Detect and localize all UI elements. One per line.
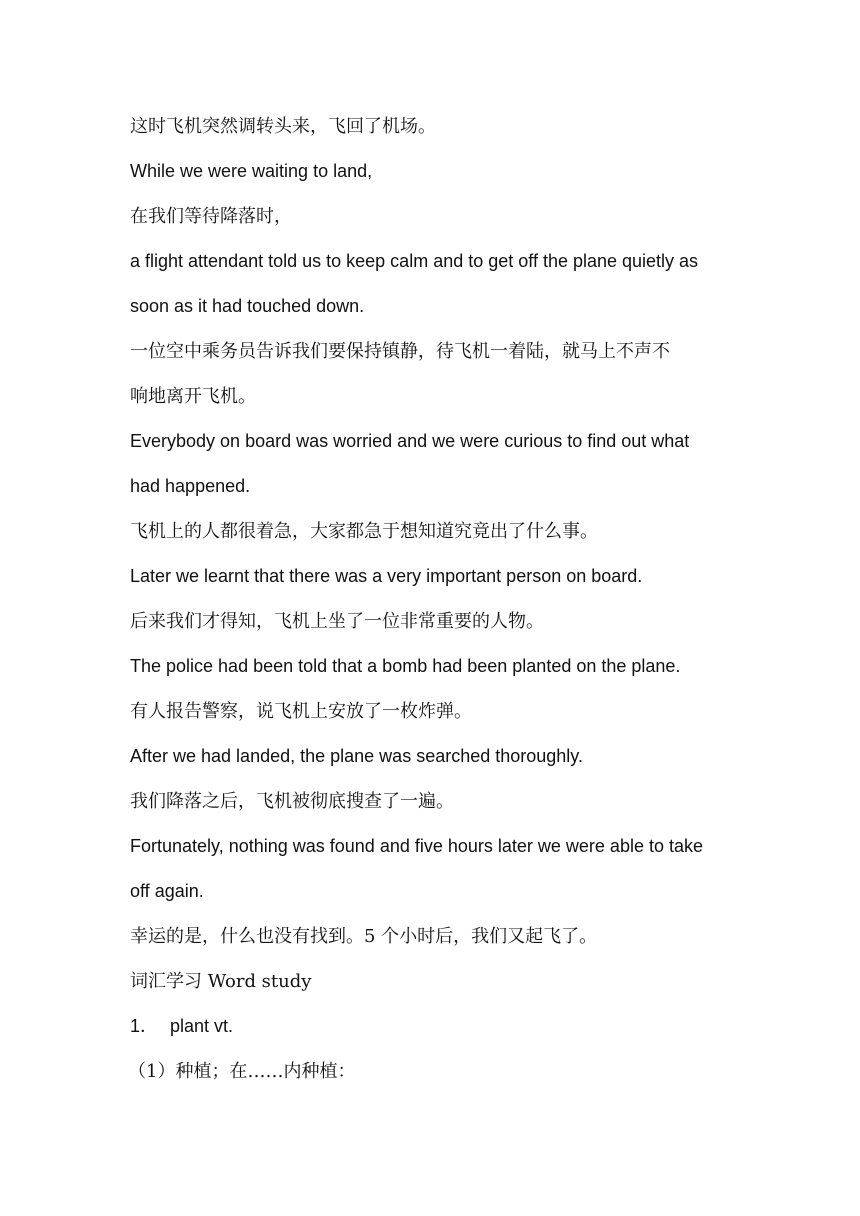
text-line-zh: 后来我们才得知，飞机上坐了一位非常重要的人物。 bbox=[130, 611, 544, 632]
section-heading: 词汇学习 Word study bbox=[130, 971, 312, 992]
text-line-en: Fortunately, nothing was found and five hours later we were able to take bbox=[130, 836, 704, 856]
text-line-zh: 一位空中乘务员告诉我们要保持镇静，待飞机一着陆，就马上不声不 bbox=[130, 341, 670, 362]
text-line-en: Later we learnt that there was a very important person on board. bbox=[130, 566, 643, 586]
list-item-text: plant vt. bbox=[170, 1016, 234, 1036]
text-line-en: had happened. bbox=[130, 476, 251, 496]
text-line-en: Everybody on board was worried and we were curious to find out what bbox=[130, 431, 690, 451]
text-line-zh: 飞机上的人都很着急，大家都急于想知道究竟出了什么事。 bbox=[130, 521, 598, 542]
vocab-sub-item: （1）种植；在……内种植： bbox=[128, 1061, 356, 1082]
text-line-zh: 有人报告警察，说飞机上安放了一枚炸弹。 bbox=[130, 701, 472, 722]
text-line-zh: 幸运的是，什么也没有找到。5 个小时后，我们又起飞了。 bbox=[130, 926, 598, 947]
list-number: 1． bbox=[130, 1016, 159, 1036]
text-line-zh: 我们降落之后，飞机被彻底搜查了一遍。 bbox=[130, 791, 454, 812]
vocab-list-item bbox=[130, 1004, 740, 1049]
text-line-zh: 响地离开飞机。 bbox=[130, 386, 256, 407]
text-line-en: The police had been told that a bomb had been planted on the plane. bbox=[130, 656, 681, 676]
text-line-en: After we had landed, the plane was searched thoroughly. bbox=[130, 746, 583, 766]
text-line-en: soon as it had touched down. bbox=[130, 296, 365, 316]
document-body bbox=[130, 104, 740, 1094]
text-line-en: While we were waiting to land, bbox=[130, 161, 373, 181]
text-line-en: a flight attendant told us to keep calm and to get off the plane quietly as bbox=[130, 251, 699, 271]
text-line-en: off again. bbox=[130, 881, 204, 901]
text-line-zh: 这时飞机突然调转头来，飞回了机场。 bbox=[130, 116, 436, 137]
text-line-zh: 在我们等待降落时， bbox=[130, 206, 292, 227]
